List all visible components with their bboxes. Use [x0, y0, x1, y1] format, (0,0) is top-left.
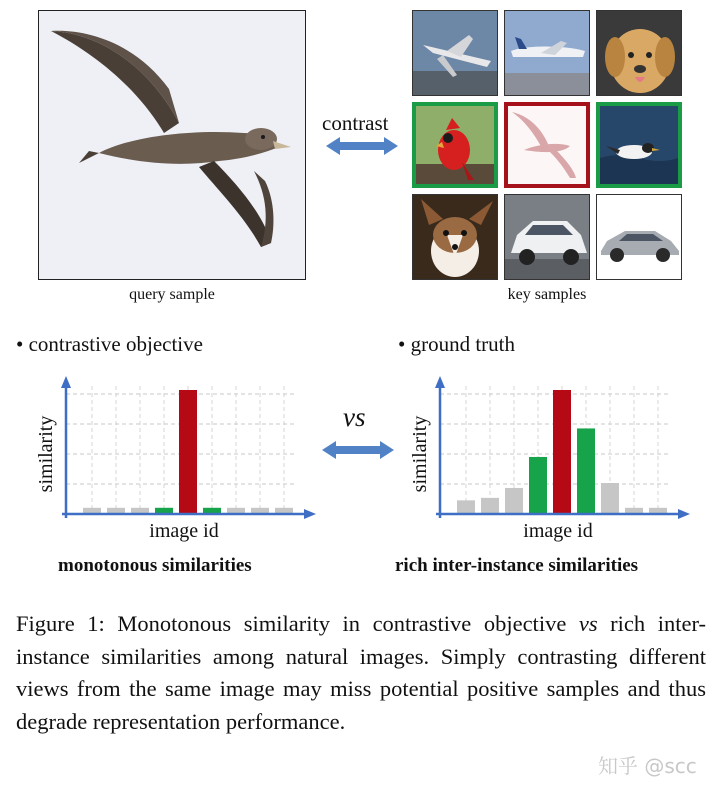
- y-axis-arrowhead: [61, 376, 71, 388]
- key-caption: key samples: [507, 286, 587, 303]
- key-tile-duck-on-water: [596, 102, 682, 188]
- x-axis-arrowhead: [678, 509, 690, 519]
- key-tile-albatross-silhouette: [504, 102, 590, 188]
- x-axis-arrowhead: [304, 509, 316, 519]
- y-axis-label: similarity: [35, 415, 57, 493]
- caption-part2: rich inter-instance similarities among natural images. Simply contrasting different views from the same image may miss potential positive samples and thus degrade representation performance.: [16, 611, 707, 734]
- right-bullet: • ground truth: [398, 332, 516, 356]
- key-tile-golden-retriever: [596, 10, 682, 96]
- contrast-label: contrast: [322, 111, 389, 135]
- double-arrow-icon: [320, 440, 396, 460]
- bar-image-2: [481, 498, 499, 514]
- left-chart-title: monotonous similarities: [58, 555, 252, 576]
- left-bullet: • contrastive objective: [16, 332, 203, 356]
- key-tile-chihuahua: [412, 194, 498, 280]
- albatross-photo: [39, 11, 306, 280]
- chart-contrastive-objective: [30, 372, 330, 544]
- right-chart-title: rich inter-instance similarities: [395, 555, 639, 576]
- bar-image-5: [553, 390, 571, 514]
- key-tile-red-cardinal: [412, 102, 498, 188]
- x-axis-label: image id: [523, 520, 593, 542]
- figure-label: Figure 1:: [16, 611, 118, 636]
- query-sample-image: [38, 10, 306, 280]
- caption-vs: vs: [578, 611, 598, 636]
- bar-image-1: [457, 500, 475, 514]
- key-tile-white-sedan: [504, 194, 590, 280]
- chart-ground-truth: [404, 372, 704, 544]
- x-axis-label: image id: [149, 520, 219, 542]
- key-tile-airplane-takeoff: [412, 10, 498, 96]
- y-axis-arrowhead: [435, 376, 445, 388]
- double-arrow-icon: [324, 136, 400, 156]
- key-tile-silver-sedan: [596, 194, 682, 280]
- figure-caption: [16, 608, 706, 738]
- query-caption: query sample: [129, 286, 215, 303]
- caption-part1: Monotonous similarity in contrastive objective: [117, 611, 579, 636]
- bar-image-4: [529, 457, 547, 514]
- bar-image-6: [577, 428, 595, 514]
- bar-image-7: [601, 483, 619, 514]
- vs-label: vs: [343, 402, 366, 432]
- bar-image-3: [505, 488, 523, 514]
- bar-image-5: [179, 390, 197, 514]
- key-tile-airplane-landing: [504, 10, 590, 96]
- watermark: 知乎 @scc: [598, 754, 697, 778]
- y-axis-label: similarity: [409, 415, 431, 493]
